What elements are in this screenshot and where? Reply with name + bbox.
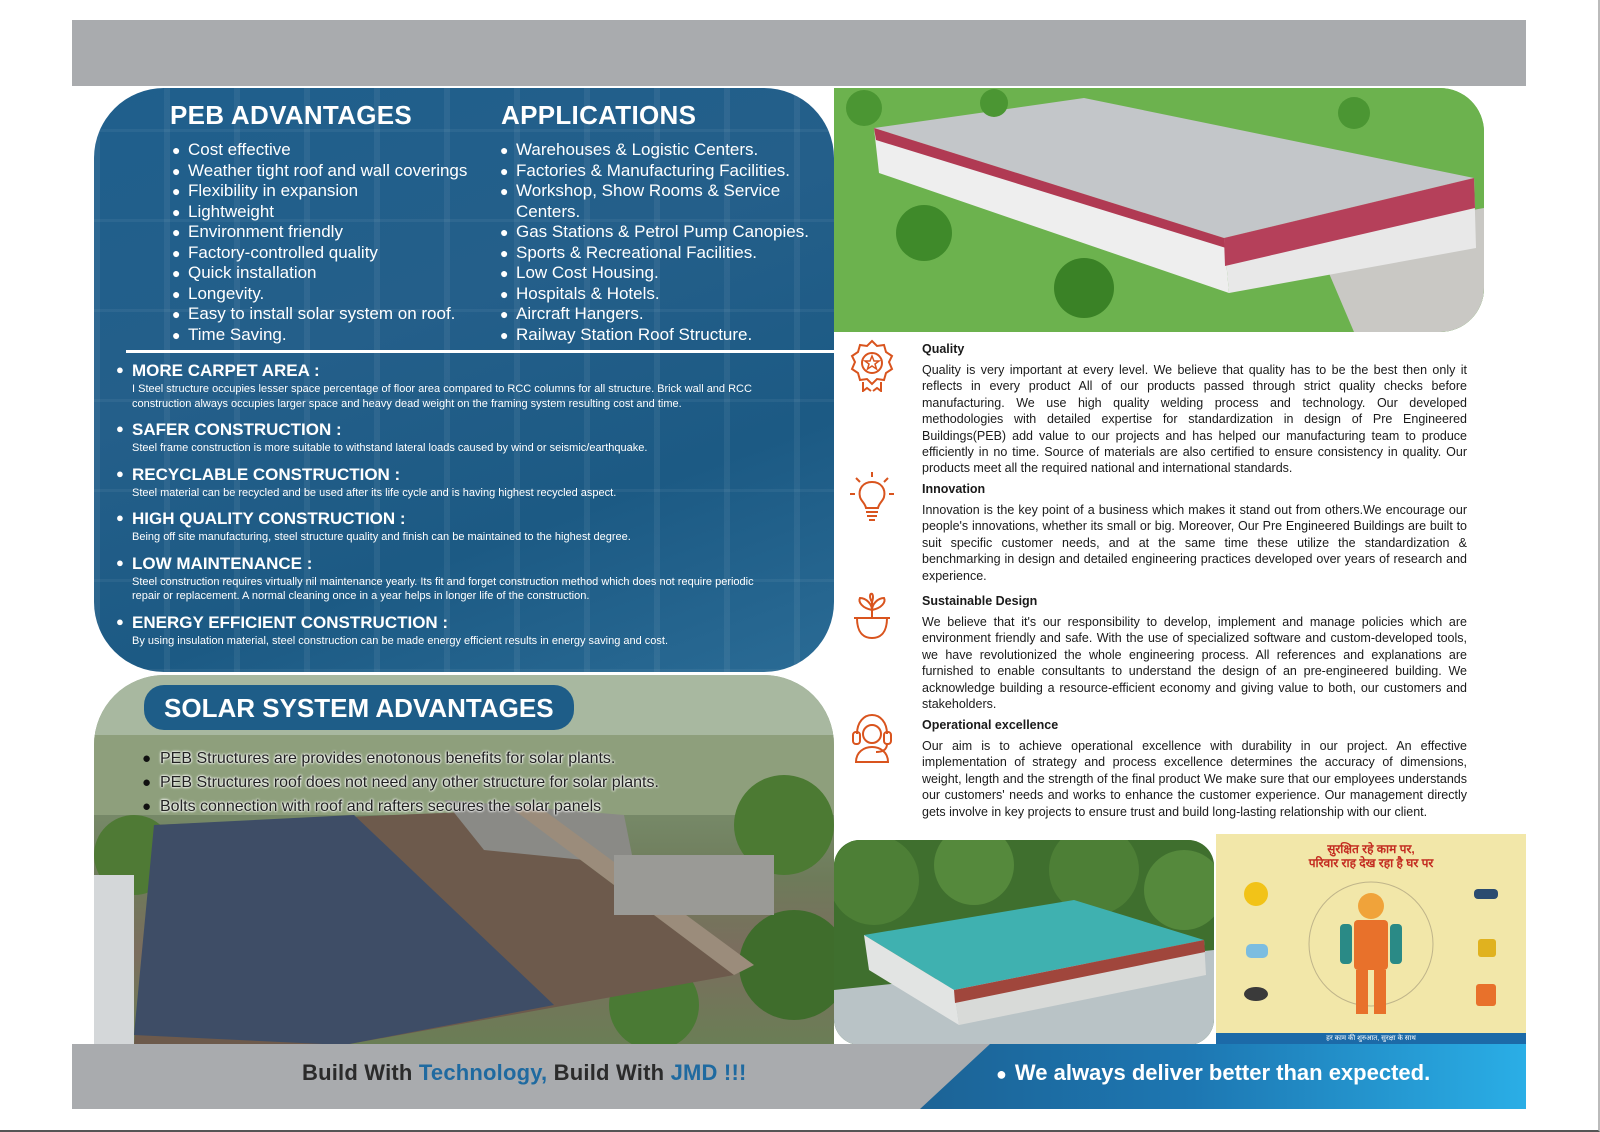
headset-icon xyxy=(848,710,896,764)
benefit-item xyxy=(116,612,814,649)
list-item: ● Bolts connection with roof and rafters secures the solar panels xyxy=(142,795,659,819)
feature-text: Quality is very important at every level. We believe that quality has to be the best then only it reflects in every product All of our products passed through strict quality checks before manufacturing. We use high quality welding process and technology. Our developed methodologies with detailed expertise for standardization in design of Pre Engineered Buildings(PEB) add value to our projects and has helped our manufacturing team to produce efficiently in no time. Source of materials are also certified to ensure consistency in quality. Our products meet all the required national and international standards. xyxy=(922,363,1467,476)
poster-headline-line: परिवार राह देख रहा है घर पर xyxy=(1308,856,1434,870)
benefit-title: ● SAFER CONSTRUCTION : xyxy=(132,420,342,439)
list-item: ● Factory-controlled quality xyxy=(172,243,467,264)
solar-advantages-list xyxy=(142,747,659,819)
list-item: ● Quick installation xyxy=(172,263,467,284)
benefit-title: ● HIGH QUALITY CONSTRUCTION : xyxy=(132,509,406,528)
benefit-text: By using insulation material, steel construction can be made energy efficient results in energy saving and cost. xyxy=(132,634,669,647)
tagline-part: Build With xyxy=(302,1060,419,1085)
benefit-title: ● MORE CARPET AREA : xyxy=(132,361,320,380)
benefit-text: Steel frame construction is more suitable to withstand lateral loads caused by wind or seismic/earthquake. xyxy=(132,442,648,454)
green-shed-render-image xyxy=(834,840,1214,1045)
list-item: ● Gas Stations & Petrol Pump Canopies. xyxy=(500,222,820,243)
benefit-item xyxy=(116,360,814,411)
peb-advantages-heading: PEB ADVANTAGES xyxy=(170,100,413,130)
list-item: ● Longevity. xyxy=(172,284,467,305)
list-item: ● Cost effective xyxy=(172,140,467,161)
feature-text: Our aim is to achieve operational excellence with durability in our project. An effective implementation of strategy and process excellence determines the accuracy of dimensions, weight, length and the strength of the final product We make sure that our employees understands our customers' needs and works to enhance the customer experience. Our management directly gets involve in key projects to ensure trust and build long-lasting relationship with our client. xyxy=(922,739,1467,819)
list-item: ● PEB Structures roof does not need any other structure for solar plants. xyxy=(142,771,659,795)
benefit-item xyxy=(116,508,814,545)
list-item: ● Easy to install solar system on roof. xyxy=(172,304,467,325)
benefit-list xyxy=(116,360,814,656)
feature-innovation xyxy=(922,482,1467,584)
list-item: ● Aircraft Hangers. xyxy=(500,304,820,325)
footer-motto: ● We always deliver better than expected. xyxy=(996,1060,1430,1086)
safety-poster xyxy=(1216,834,1526,1045)
list-item: ● Low Cost Housing. xyxy=(500,263,820,284)
benefit-text: Steel construction requires virtually nil maintenance yearly. Its fit and forget construction method which does not require periodic repair or replacement. A normal cleaning once in a year helps in longer life of the construction. xyxy=(132,575,754,602)
benefit-text: I Steel structure occupies lesser space percentage of floor area compared to RCC columns for all structure. Brick wall and RCC construction always occupies larger space and heavy dead weight on the framing system resulting cost and time. xyxy=(132,383,752,410)
feature-title: Operational excellence xyxy=(922,718,1059,732)
benefit-title: ● LOW MAINTENANCE : xyxy=(132,553,313,573)
feature-title: Quality xyxy=(922,342,965,356)
tagline-brand: JMD !!! xyxy=(670,1060,747,1085)
solar-heading: SOLAR SYSTEM ADVANTAGES xyxy=(144,685,574,730)
list-item: ● Lightweight xyxy=(172,202,467,223)
plant-icon xyxy=(848,588,896,642)
list-item: ● Time Saving. xyxy=(172,325,467,346)
feature-operational-excellence xyxy=(922,718,1467,820)
benefit-text: Being off site manufacturing, steel structure quality and finish can be maintained to the highest degree. xyxy=(132,531,631,543)
feature-sustainable-design xyxy=(922,594,1467,712)
list-item: ● Railway Station Roof Structure. xyxy=(500,325,820,346)
benefit-item xyxy=(116,553,814,604)
feature-text: We believe that it's our responsibility to develop, implement and manage policies which are environment friendly and safe. With the use of specialized software and custom-developed tools, we have revolutionized the whole engineering process. All references and explanations are furnished to enable consultants to understand the design of an pre-engineered building. We acknowledge building a resource-efficient economy and giving value to both, our customers and stakeholders. xyxy=(922,615,1467,712)
lightbulb-icon xyxy=(848,470,896,524)
list-item: ● Weather tight roof and wall coverings xyxy=(172,161,467,182)
list-item: ● Factories & Manufacturing Facilities. xyxy=(500,161,820,182)
solar-panel xyxy=(94,675,834,1045)
feature-text: Innovation is the key point of a business which makes it stand out from others.We encourage our people's innovations, whether its small or big. Moreover, Our Pre Engineered Buildings are built to suit specific customer needs, and at the same time these utilize the standardization & benchmarking in design and detailed engineering practices developed over years of research and experience. xyxy=(922,503,1467,583)
badge-star-icon xyxy=(848,338,896,392)
applications-heading: APPLICATIONS xyxy=(501,100,697,130)
list-item: ● Hospitals & Hotels. xyxy=(500,284,820,305)
peb-advantages-list xyxy=(172,140,467,345)
poster-headline-line: सुरक्षित रहे काम पर, xyxy=(1327,842,1415,856)
benefit-item xyxy=(116,419,814,456)
benefit-item xyxy=(116,464,814,501)
feature-title: Sustainable Design xyxy=(922,594,1038,608)
list-item: ● Environment friendly xyxy=(172,222,467,243)
list-item: ● PEB Structures are provides enotonous benefits for solar plants. xyxy=(142,747,659,771)
warehouse-render-image xyxy=(834,88,1484,332)
benefit-text: Steel material can be recycled and be used after its life cycle and is having highest recycled aspect. xyxy=(132,486,617,499)
list-item: ● Warehouses & Logistic Centers. xyxy=(500,140,820,161)
applications-list xyxy=(500,140,820,345)
benefit-title: ● ENERGY EFFICIENT CONSTRUCTION : xyxy=(132,612,449,632)
section-divider xyxy=(126,350,834,353)
feature-quality xyxy=(922,342,1467,477)
top-band xyxy=(72,20,1526,86)
tagline-highlight: Technology, xyxy=(418,1060,548,1085)
aerial-factory-photo xyxy=(94,675,834,1045)
list-item: ● Workshop, Show Rooms & Service Centers. xyxy=(500,181,820,222)
tagline-part: Build With xyxy=(547,1060,671,1085)
list-item: ● Flexibility in expansion xyxy=(172,181,467,202)
peb-panel xyxy=(94,88,834,672)
poster-footer: हर काम की शुरुआत, सुरक्षा के साथ xyxy=(1216,1033,1526,1045)
safety-worker-illustration xyxy=(1216,834,1526,1045)
benefit-title: ● RECYCLABLE CONSTRUCTION : xyxy=(132,464,401,484)
footer-tagline xyxy=(302,1060,747,1086)
feature-title: Innovation xyxy=(922,482,986,496)
list-item: ● Sports & Recreational Facilities. xyxy=(500,243,820,264)
